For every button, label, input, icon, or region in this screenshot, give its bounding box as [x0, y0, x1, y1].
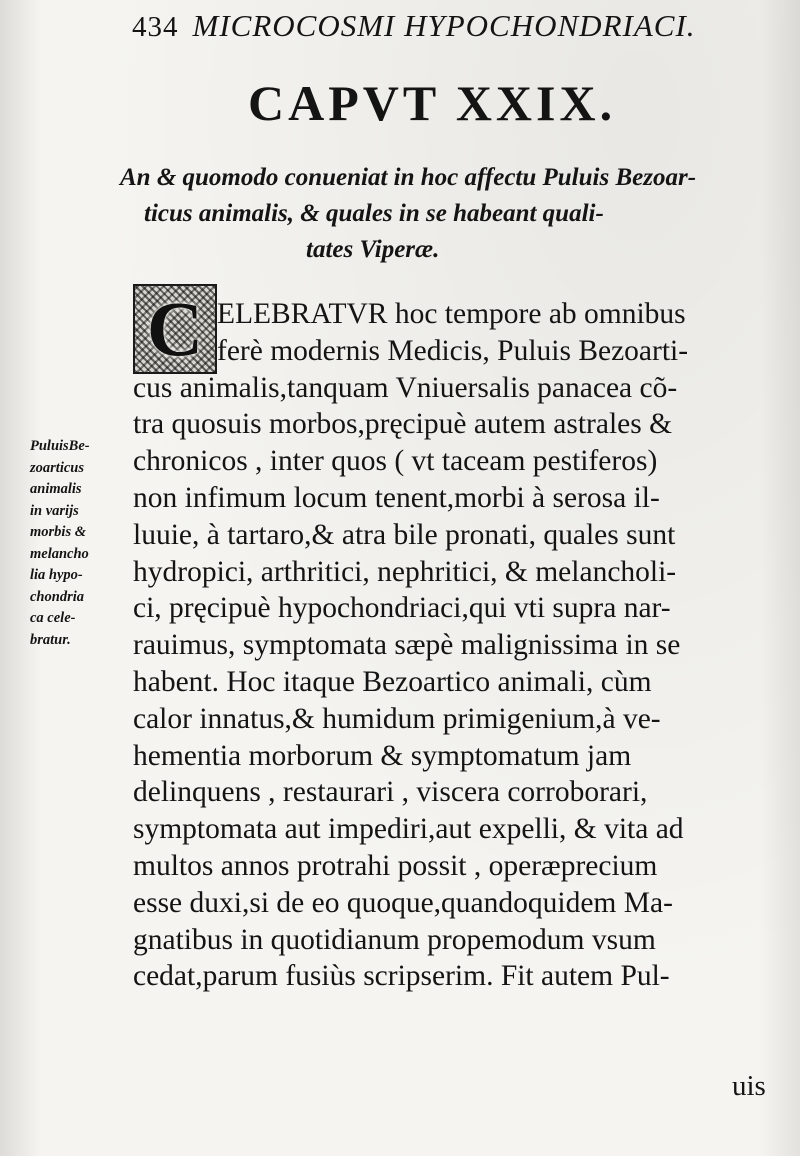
- body-line: calor innatus,& humidum primigenium,à ve-: [133, 702, 661, 735]
- body-line: symptomata aut impediri,aut expelli, & vita ad: [133, 813, 684, 846]
- subtitle-line: tates Viperæ.: [306, 236, 440, 263]
- marginal-note-line: ca cele-: [30, 610, 76, 626]
- catchword: uis: [732, 1070, 766, 1102]
- body-line: ELEBRATVR hoc tempore ab omnibus: [217, 298, 686, 330]
- body-line: cus animalis,tanquam Vniuersalis panacea cõ-: [133, 371, 678, 404]
- running-head: [132, 8, 732, 44]
- body-line: delinquens , restaurari , viscera corroborari,: [133, 776, 648, 809]
- marginal-note-line: PuluisBe-: [30, 438, 90, 454]
- page-number: 434: [132, 11, 179, 43]
- marginal-note-line: lia hypo-: [30, 567, 83, 583]
- body-line: non infimum locum tenent,morbi à serosa il-: [133, 481, 660, 514]
- drop-cap-letter: C: [146, 285, 204, 372]
- body-text: [133, 296, 773, 995]
- marginal-note-line: zoarticus: [30, 459, 84, 476]
- body-line: hementia morborum & symptomatum jam: [133, 739, 632, 772]
- body-line: chronicos , inter quos ( vt taceam pestiferos): [133, 445, 658, 478]
- marginal-note-line: melancho: [30, 545, 89, 562]
- marginal-note: [30, 436, 130, 651]
- body-line: ferè modernis Medicis, Puluis Bezoarti-: [217, 334, 689, 367]
- body-line: esse duxi,si de eo quoque,quandoquidem Ma-: [133, 886, 673, 919]
- chapter-title: CAPVT XXIX.: [248, 75, 617, 131]
- chapter-subtitle: [120, 160, 770, 268]
- body-line: rauimus, symptomata sæpè malignissima in se: [133, 629, 681, 662]
- subtitle-line: ticus animalis, & quales in se habeant quali-: [144, 200, 604, 227]
- body-line: hydropici, arthritici, nephritici, & melancholi-: [133, 555, 677, 588]
- running-title: MICROCOSMI HYPOCHONDRIACI.: [192, 8, 696, 43]
- body-line: habent. Hoc itaque Bezoartico animali, cùm: [133, 665, 652, 698]
- marginal-note-line: morbis &: [30, 524, 86, 540]
- marginal-note-line: bratur.: [30, 631, 71, 648]
- marginal-note-line: animalis: [30, 481, 82, 497]
- body-line: cedat,parum fusiùs scripserim. Fit autem Pul-: [133, 960, 670, 993]
- subtitle-line: An & quomodo conueniat in hoc affectu Puluis Bezoar-: [120, 164, 697, 191]
- marginal-note-line: chondria: [30, 588, 84, 605]
- body-line: gnatibus in quotidianum propemodum vsum: [133, 923, 656, 956]
- body-line: luuie, à tartaro,& atra bile pronati, quales sunt: [133, 518, 676, 551]
- body-line: tra quosuis morbos,pręcipuè autem astrales &: [133, 408, 673, 441]
- marginal-note-line: in varijs: [30, 502, 79, 519]
- body-line: ci, pręcipuè hypochondriaci,qui vti supra nar-: [133, 592, 671, 625]
- body-line: multos annos protrahi possit , operæprecium: [133, 849, 658, 882]
